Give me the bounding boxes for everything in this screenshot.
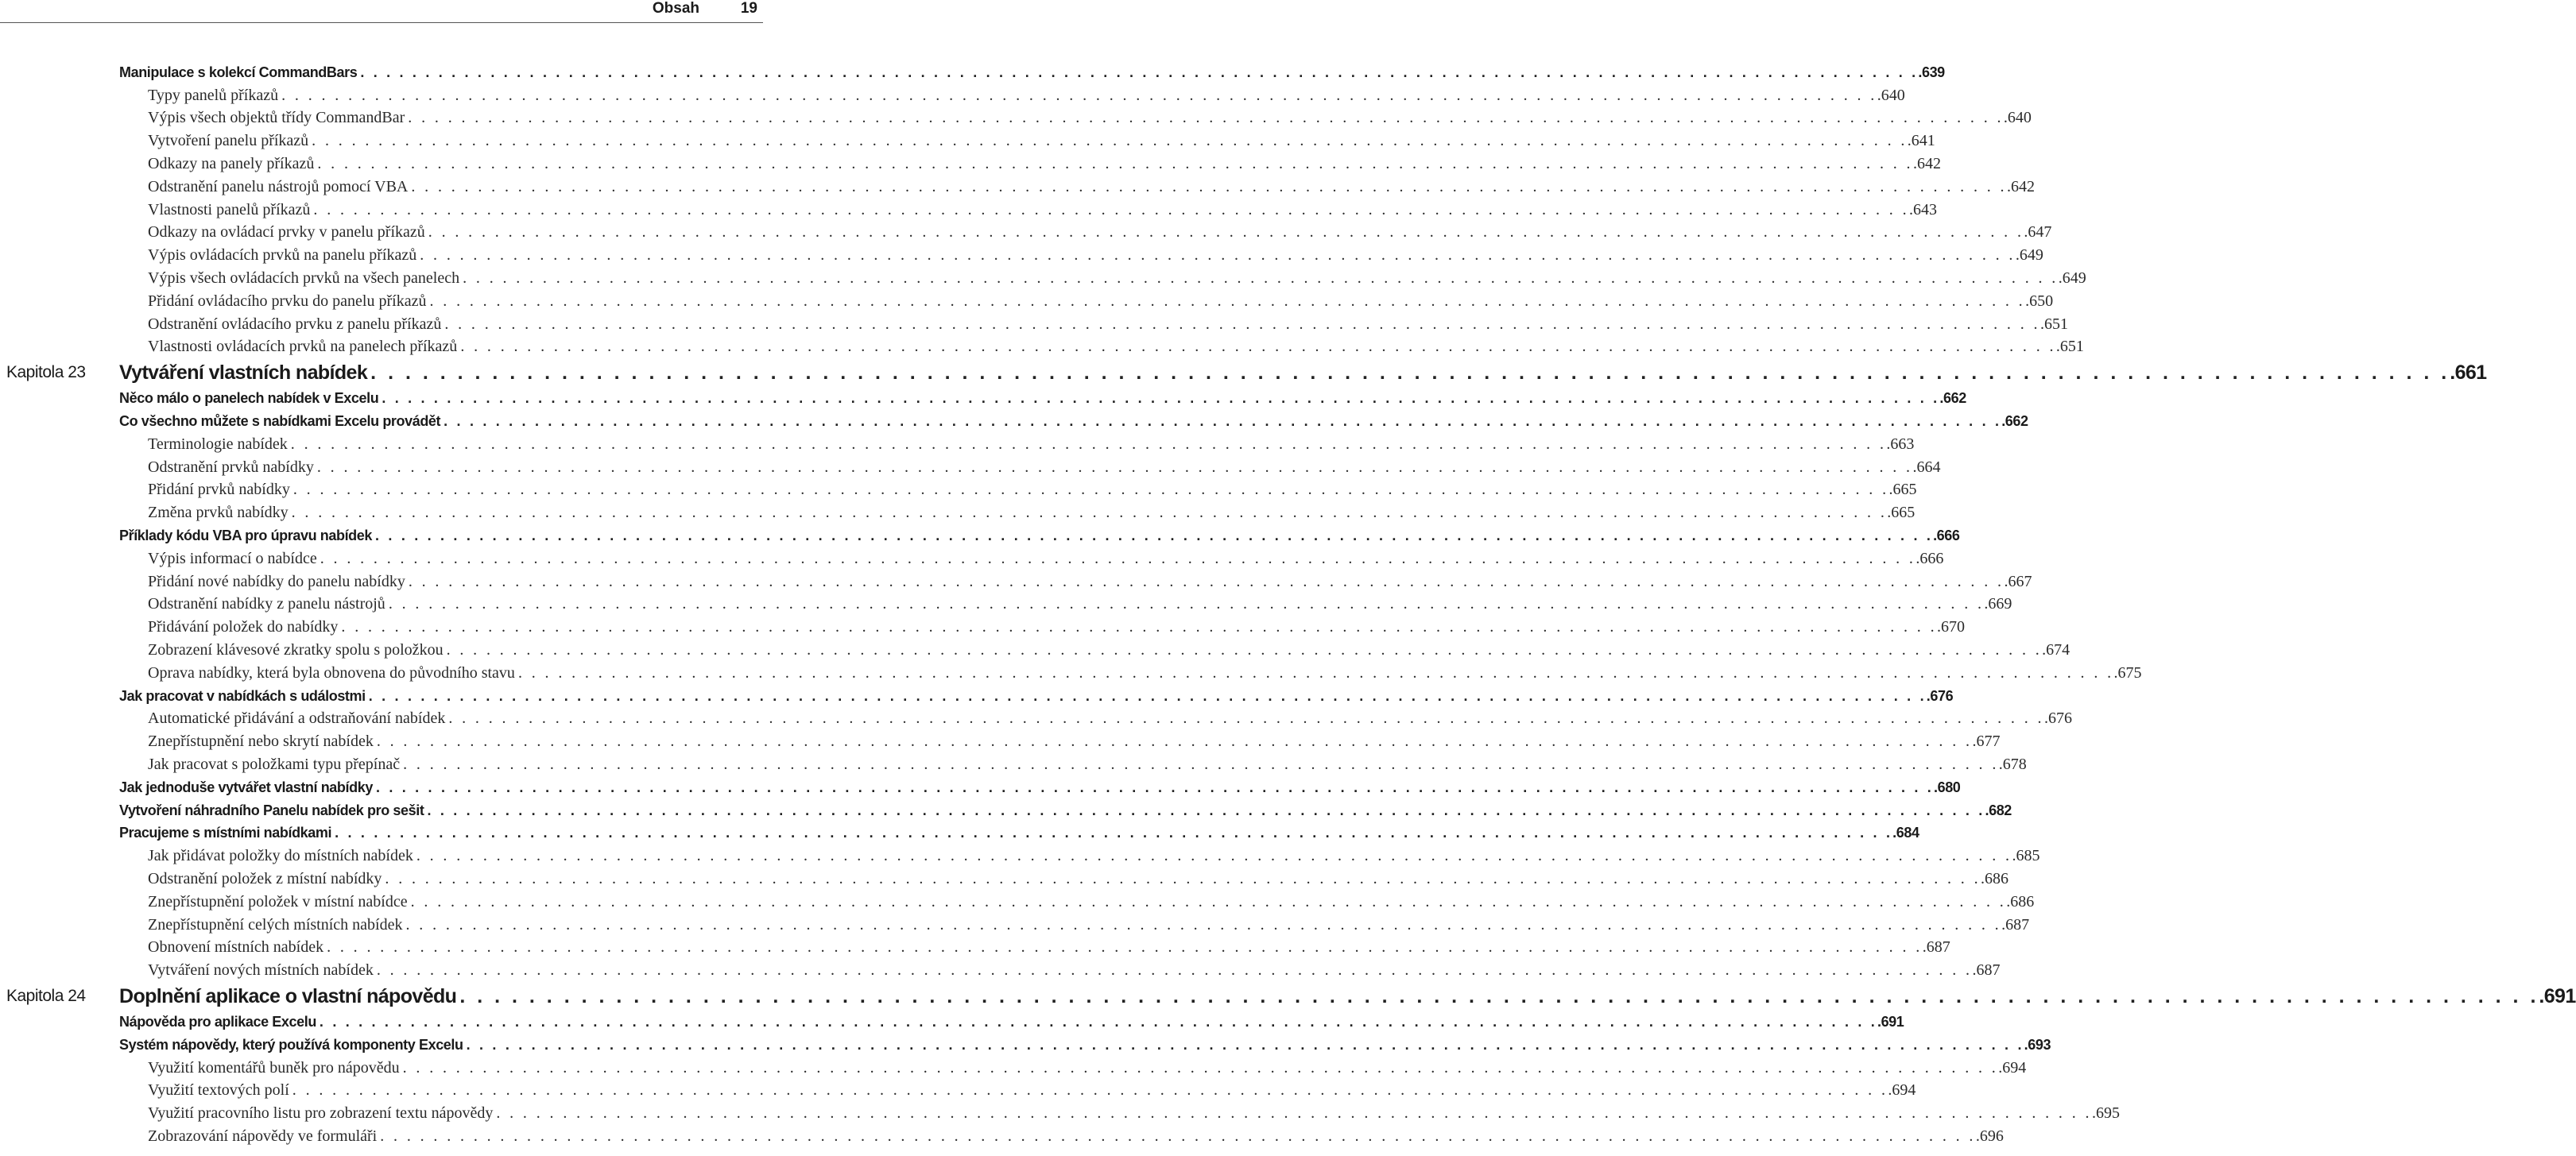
entry-title: Automatické přidávání a odstraňování nabídek [148,709,446,728]
entry-page-number: .651 [2039,315,2068,333]
entry-page-number: .649 [2015,246,2043,265]
toc-subsection-row [0,914,2030,937]
entry-title: Vytváření nových místních nabídek [148,961,374,980]
entry-page-number: .651 [2055,338,2084,356]
toc-subsection-row [0,433,1915,456]
entry-page-number: .649 [2058,269,2086,288]
dot-leader: . . . . . . . . . . . . . . . . . . . . . . . . . . . . . . . . . . . . . . . . . . . . . . . . . . . . . . . . . . . . . . . . . . . . . . . . . . . . . . . . . . . . . . . . . . . . . . . . . . . . . . . . . . . . . . . . . . . . . . . . [388,595,1985,613]
toc-entry [148,177,2035,196]
entry-page-number: .664 [1912,458,1941,476]
entry-page-number: .677 [1972,733,2001,751]
dot-leader: . . . . . . . . . . . . . . . . . . . . . . . . . . . . . . . . . . . . . . . . . . . . . . . . . . . . . . . . . . . . . . . . . . . . . . . . . . . . . . . . . . . . . . . . . . . . . . . . . . . . . . . . . . . . . . . . . . . . . . . . [408,572,2005,590]
toc-subsection-row [0,639,2070,662]
entry-title: Odstranění položek z místní nabídky [148,869,382,887]
entry-title: Výpis ovládacích prvků na panelu příkazů [148,246,417,265]
entry-page-number: .685 [2012,847,2040,865]
dot-leader: . . . . . . . . . . . . . . . . . . . . . . . . . . . . . . . . . . . . . . . . . . . . . . . . . . . . . . . . . . . . . . . . . . . . . . . . . . . . . . . . . . . . . . . . . . . . . . . . . . . . . . . . . . . . . . . . . . . . . . . . [290,435,1887,453]
entry-title: Vlastnosti panelů příkazů [148,200,311,218]
entry-page-number: .678 [1998,756,2027,773]
dot-leader: . . . . . . . . . . . . . . . . . . . . . . . . . . . . . . . . . . . . . . . . . . . . . . . . . . . . . . . . . . . . . . . . . . . . . . . . . . . . . . . . . . . . . . . . . . . . . . . . . . . . . . . . . . . . . . . . . . . . . . . . [327,938,1923,957]
toc-entry [148,1081,1916,1100]
toc-section-row [0,524,1960,547]
dot-leader: . . . . . . . . . . . . . . . . . . . . . . . . . . . . . . . . . . . . . . . . . . . . . . . . . . . . . . . . . . . . . . . . . . . . . . . . . . . . . . . . . . . . . . . . . . . . . . . . . . . . . . . . . . . . . . . . . . . . . . . . [405,915,2002,934]
toc-entry [148,1127,2004,1146]
entry-page-number: .694 [1888,1081,1916,1100]
dot-leader: . . . . . . . . . . . . . . . . . . . . . . . . . . . . . . . . . . . . . . . . . . . . . . . . . . . . . . . . . . . . . . . . . . . . . . . . . . . . . . . . . . . . . . . . . . . . . . . . . . . . . . . . . . . . . . . . . . . . . . . . [292,1081,1888,1100]
entry-page-number: .694 [1998,1058,2027,1077]
toc-chapter-row [0,982,2576,1011]
toc-entry [148,458,1941,477]
entry-title: Změna prvků nabídky [148,504,289,522]
toc-subsection-row [0,662,2142,685]
toc-entry [148,709,2072,728]
entry-page-number: .691 [1877,1013,1904,1030]
toc-subsection-row [0,501,1916,524]
dot-leader: . . . . . . . . . . . . . . . . . . . . . . . . . . . . . . . . . . . . . . . . . . . . . . . . . . . . . . . . . . . . . . . . . . . . . . . . . . . . . . . . . . . . . . . . . . . . . . . . . . . . . . . . . . . . . . . . . . . . . . . . [408,109,2004,127]
entry-page-number: .680 [1933,779,1961,795]
entry-page-number: .650 [2025,292,2054,310]
toc-entry [119,802,2012,819]
entry-title: Odkazy na panely příkazů [148,155,315,173]
toc-entry [148,109,2032,127]
toc-subsection-row [0,336,2084,359]
entry-page-number: .642 [1912,155,1941,173]
dot-leader: . . . . . . . . . . . . . . . . . . . . . . . . . . . . . . . . . . . . . . . . . . . . . . . . . . . . . . . . . . . . . . . . . . . . . . . . . . . . . . . . . . . . . . . . . . . . . . . . . . . . . . . . . . . . . . . . . . . . . . . . [411,177,2007,195]
toc-section-row [0,387,1966,410]
dot-leader: . . . . . . . . . . . . . . . . . . . . . . . . . . . . . . . . . . . . . . . . . . . . . . . . . . . . . . . . . . . . . . . . . . . . . . . . . . . . . . . . . . . . . . . . . . . . . . . . . . . . . . . . . . . . . . . . . . . . . . . . [380,1127,1976,1145]
entry-page-number: .696 [1975,1127,2004,1145]
toc-entry [148,223,2052,242]
toc-subsection-row [0,1102,2120,1125]
toc-subsection-row [0,616,1966,639]
entry-page-number: .666 [1916,549,1944,567]
entry-page-number: .641 [1907,132,1935,150]
dot-leader: . . . . . . . . . . . . . . . . . . . . . . . . . . . . . . . . . . . . . . . . . . . . . . . . . . . . . . . . . . . . . . . . . . . . . . . . . . . . . . . . . . . . . . . . . . . . . . . . . . . . . . . . . . . . . . . . . . . . . . . . [382,390,1940,407]
dot-leader: . . . . . . . . . . . . . . . . . . . . . . . . . . . . . . . . . . . . . . . . . . . . . . . . . . . . . . . . . . . . . . . . . . . . . . . . . . . . . . . . . . . . . . . . . . . . . . . . . . . . . . . . . . . . . . . . . . . . . . . . [460,338,2056,356]
entry-page-number: .669 [1984,595,2012,613]
toc-subsection-row [0,1057,2027,1080]
toc-subsection-row [0,1125,2004,1148]
entry-title: Zobrazení klávesové zkratky spolu s položkou [148,641,444,659]
entry-title: Znepřístupnění celých místních nabídek [148,915,403,934]
dot-leader: . . . . . . . . . . . . . . . . . . . . . . . . . . . . . . . . . . . . . . . . . . . . . . . . . . . . . . . . . . . . . . . . . . . . . . . . . . . . . . . . . . . . . . . . . . . . . . . . . . . . . . . . . . . . . . . . . . . . . . . . [385,869,1981,887]
entry-title: Odstranění ovládacího prvku z panelu příkazů [148,315,442,333]
entry-page-number: .667 [2004,572,2032,590]
entry-page-number: .682 [1985,802,2012,818]
entry-page-number: .695 [2091,1104,2120,1123]
entry-page-number: .642 [2006,177,2035,195]
toc-entry [148,481,1917,499]
toc-subsection-row [0,570,2032,593]
toc-section-row [0,685,1954,708]
entry-title: Vlastnosti ovládacích prvků na panelech příkazů [148,338,458,356]
entry-title: Příklady kódu VBA pro úpravu nabídek [119,528,373,544]
toc-subsection-row [0,130,1935,153]
table-of-contents [0,61,2576,1148]
entry-page-number: .687 [1972,961,2001,980]
toc-subsection-row [0,244,2043,267]
dot-leader: . . . . . . . . . . . . . . . . . . . . . . . . . . . . . . . . . . . . . . . . . . . . . . . . . . . . . . . . . . . . . . . . . . . . . . . . . . . . . . . . . . . . . . . . . . . . . . . . . . . . . . . . . . . . . . . . . . . . . . . . [375,779,1934,795]
toc-entry [148,641,2070,659]
toc-entry [148,961,2001,980]
header-rule [0,22,763,23]
toc-entry [148,847,2040,865]
toc-subsection-row [0,936,1950,959]
toc-entry [119,984,2576,1008]
entry-title: Typy panelů příkazů [148,86,279,104]
entry-page-number: .686 [2006,892,2035,910]
entry-page-number: .665 [1888,481,1917,499]
toc-subsection-row [0,891,2035,914]
toc-section-row [0,822,1919,845]
dot-leader: . . . . . . . . . . . . . . . . . . . . . . . . . . . . . . . . . . . . . . . . . . . . . . . . . . . . . . . . . . . . . . . . . . . . . . . . . . . . . . . . . . . . . . . . . . . . . . . . . . . . . . . . . . . . . . . . . . . . . . . . [368,687,1927,704]
entry-title: Odstranění nabídky z panelu nástrojů [148,595,385,613]
dot-leader: . . . . . . . . . . . . . . . . . . . . . . . . . . . . . . . . . . . . . . . . . . . . . . . . . . . . . . . . . . . . . . . . . . . . . . . . . . . . . . . . . . . . . . . . . . . . . . . . . . . . . . . . . . . . . . . . . . . . . . . . [416,847,2012,865]
dot-leader: . . . . . . . . . . . . . . . . . . . . . . . . . . . . . . . . . . . . . . . . . . . . . . . . . . . . . . . . . . . . . . . . . . . . . . . . . . . . . . . . . . . . . . . . . . . . . . . . . . . . . . . . . . . . . . . . . . . . . . . . [496,1104,2092,1123]
entry-title: Využití pracovního listu pro zobrazení textu nápovědy [148,1104,494,1123]
dot-leader: . . . . . . . . . . . . . . . . . . . . . . . . . . . . . . . . . . . . . . . . . . . . . . . . . . . . . . . . . . . . . . . . . . . . . . . . . . . . . . . . . . . . . . . . . . . . . . . . . . . . . . . . . . . . . . . . . . . . . . . . [320,549,1916,567]
entry-title: Doplnění aplikace o vlastní nápovědu [119,984,457,1007]
toc-section-row [0,410,2028,433]
entry-title: Manipulace s kolekcí CommandBars [119,64,358,80]
dot-leader: . . . . . . . . . . . . . . . . . . . . . . . . . . . . . . . . . . . . . . . . . . . . . . . . . . . . . . . . . . . . . . . . . . . . . . . . . . . . . . . . . . . . . . . . . . . . . . . . . . . . . . . . . . . . . . . . . . . . . . . . [370,361,2450,384]
entry-title: Výpis všech ovládacích prvků na všech panelech [148,269,460,288]
toc-subsection-row [0,290,2054,313]
toc-subsection-row [0,593,2012,617]
dot-leader: . . . . . . . . . . . . . . . . . . . . . . . . . . . . . . . . . . . . . . . . . . . . . . . . . . . . . . . . . . . . . . . . . . . . . . . . . . . . . . . . . . . . . . . . . . . . . . . . . . . . . . . . . . . . . . . . . . . . . . . . [313,200,1910,218]
entry-title: Nápověda pro aplikace Excelu [119,1013,316,1030]
entry-page-number: .691 [2539,984,2576,1007]
entry-page-number: .639 [1918,64,1945,80]
dot-leader: . . . . . . . . . . . . . . . . . . . . . . . . . . . . . . . . . . . . . . . . . . . . . . . . . . . . . . . . . . . . . . . . . . . . . . . . . . . . . . . . . . . . . . . . . . . . . . . . . . . . . . . . . . . . . . . . . . . . . . . . [427,802,1985,818]
entry-title: Vytváření vlastních nabídek [119,361,368,384]
entry-page-number: .674 [2042,641,2070,659]
entry-title: Odstranění prvků nabídky [148,458,314,476]
entry-title: Jak jednoduše vytvářet vlastní nabídky [119,779,373,795]
entry-title: Využití textových polí [148,1081,289,1100]
toc-entry [148,595,2012,613]
dot-leader: . . . . . . . . . . . . . . . . . . . . . . . . . . . . . . . . . . . . . . . . . . . . . . . . . . . . . . . . . . . . . . . . . . . . . . . . . . . . . . . . . . . . . . . . . . . . . . . . . . . . . . . . . . . . . . . . . . . . . . . . [360,64,1919,80]
toc-subsection-row [0,267,2086,290]
toc-section-row [0,1034,2051,1057]
dot-leader: . . . . . . . . . . . . . . . . . . . . . . . . . . . . . . . . . . . . . . . . . . . . . . . . . . . . . . . . . . . . . . . . . . . . . . . . . . . . . . . . . . . . . . . . . . . . . . . . . . . . . . . . . . . . . . . . . . . . . . . . [317,155,1913,173]
header-page-number: 19 [740,0,757,17]
dot-leader: . . . . . . . . . . . . . . . . . . . . . . . . . . . . . . . . . . . . . . . . . . . . . . . . . . . . . . . . . . . . . . . . . . . . . . . . . . . . . . . . . . . . . . . . . . . . . . . . . . . . . . . . . . . . . . . . . . . . . . . . [517,663,2114,682]
entry-title: Systém nápovědy, který používá komponenty Excelu [119,1036,463,1053]
dot-leader: . . . . . . . . . . . . . . . . . . . . . . . . . . . . . . . . . . . . . . . . . . . . . . . . . . . . . . . . . . . . . . . . . . . . . . . . . . . . . . . . . . . . . . . . . . . . . . . . . . . . . . . . . . . . . . . . . . . . . . . . [403,756,1999,773]
entry-page-number: .675 [2113,663,2142,682]
entry-page-number: .686 [1981,869,2009,887]
toc-entry [148,86,1905,105]
toc-entry [119,528,1960,544]
dot-leader: . . . . . . . . . . . . . . . . . . . . . . . . . . . . . . . . . . . . . . . . . . . . . . . . . . . . . . . . . . . . . . . . . . . . . . . . . . . . . . . . . . . . . . . . . . . . . . . . . . . . . . . . . . . . . . . . . . . . . . . . [316,458,1913,476]
toc-entry [148,756,2027,774]
dot-leader: . . . . . . . . . . . . . . . . . . . . . . . . . . . . . . . . . . . . . . . . . . . . . . . . . . . . . . . . . . . . . . . . . . . . . . . . . . . . . . . . . . . . . . . . . . . . . . . . . . . . . . . . . . . . . . . . . . . . . . . . [376,733,1973,751]
toc-entry [148,200,1938,219]
toc-subsection-row [0,547,1944,570]
toc-subsection-row [0,753,2027,776]
dot-leader: . . . . . . . . . . . . . . . . . . . . . . . . . . . . . . . . . . . . . . . . . . . . . . . . . . . . . . . . . . . . . . . . . . . . . . . . . . . . . . . . . . . . . . . . . . . . . . . . . . . . . . . . . . . . . . . . . . . . . . . . [444,315,2040,333]
toc-subsection-row [0,708,2072,731]
entry-title: Přidání nové nabídky do panelu nabídky [148,572,405,590]
toc-entry [148,1058,2027,1077]
toc-entry [148,504,1916,522]
dot-leader: . . . . . . . . . . . . . . . . . . . . . . . . . . . . . . . . . . . . . . . . . . . . . . . . . . . . . . . . . . . . . . . . . . . . . . . . . . . . . . . . . . . . . . . . . . . . . . . . . . . . . . . . . . . . . . . . . . . . . . . . [402,1058,1999,1077]
entry-page-number: .676 [1926,687,1954,704]
toc-entry [119,64,1945,81]
toc-entry [119,687,1954,705]
entry-title: Zobrazování nápovědy ve formuláři [148,1127,378,1145]
entry-page-number: .640 [2003,109,2032,127]
toc-section-row [0,61,1945,84]
dot-leader: . . . . . . . . . . . . . . . . . . . . . . . . . . . . . . . . . . . . . . . . . . . . . . . . . . . . . . . . . . . . . . . . . . . . . . . . . . . . . . . . . . . . . . . . . . . . . . . . . . . . . . . . . . . . . . . . . . . . . . . . [291,504,1888,522]
toc-entry [119,390,1966,407]
toc-entry [148,733,2001,751]
dot-leader: . . . . . . . . . . . . . . . . . . . . . . . . . . . . . . . . . . . . . . . . . . . . . . . . . . . . . . . . . . . . . . . . . . . . . . . . . . . . . . . . . . . . . . . . . . . . . . . . . . . . . . . . . . . . . . . . . . . . . . . . [281,86,1877,104]
toc-subsection-row [0,199,1938,222]
dot-leader: . . . . . . . . . . . . . . . . . . . . . . . . . . . . . . . . . . . . . . . . . . . . . . . . . . . . . . . . . . . . . . . . . . . . . . . . . . . . . . . . . . . . . . . . . . . . . . . . . . . . . . . . . . . . . . . . . . . . . . . . [420,246,2016,265]
toc-entry [148,155,1941,173]
toc-entry [148,338,2084,356]
entry-title: Co všechno můžete s nabídkami Excelu provádět [119,413,441,430]
entry-page-number: .665 [1887,504,1916,522]
toc-entry [148,1104,2120,1123]
entry-page-number: .687 [2001,915,2030,934]
entry-title: Odkazy na ovládací prvky v panelu příkazů [148,223,425,242]
dot-leader: . . . . . . . . . . . . . . . . . . . . . . . . . . . . . . . . . . . . . . . . . . . . . . . . . . . . . . . . . . . . . . . . . . . . . . . . . . . . . . . . . . . . . . . . . . . . . . . . . . . . . . . . . . . . . . . . . . . . . . . . [292,481,1889,499]
entry-title: Terminologie nabídek [148,435,288,453]
dot-leader: . . . . . . . . . . . . . . . . . . . . . . . . . . . . . . . . . . . . . . . . . . . . . . . . . . . . . . . . . . . . . . . . . . . . . . . . . . . . . . . . . . . . . . . . . . . . . . . . . . . . . . . . . . . . . . . . . . . . . . . . [448,709,2044,728]
toc-entry [119,1036,2051,1054]
entry-title: Výpis všech objektů třídy CommandBar [148,109,405,127]
toc-entry [148,435,1915,454]
entry-page-number: .676 [2043,709,2072,728]
toc-entry [148,315,2068,334]
entry-page-number: .693 [2024,1036,2051,1053]
entry-page-number: .643 [1909,200,1938,218]
toc-subsection-row [0,868,2009,891]
entry-title: Jak přidávat položky do místních nabídek [148,847,413,865]
entry-title: Vytvoření panelu příkazů [148,132,309,150]
toc-subsection-row [0,845,2040,868]
toc-subsection-row [0,107,2032,130]
entry-title: Vytvoření náhradního Panelu nabídek pro sešit [119,802,424,818]
toc-entry [119,825,1919,841]
entry-page-number: .640 [1877,86,1905,104]
toc-subsection-row [0,313,2068,336]
toc-entry [119,1013,1904,1030]
entry-page-number: .662 [1939,390,1966,407]
entry-title: Znepřístupnění nebo skrytí nabídek [148,733,374,751]
toc-entry [148,869,2009,888]
entry-title: Využití komentářů buněk pro nápovědu [148,1058,400,1077]
toc-subsection-row [0,84,1905,107]
toc-section-row [0,799,2012,822]
entry-title: Pracujeme s místními nabídkami [119,825,332,841]
toc-entry [148,572,2032,591]
entry-title: Oprava nabídky, která byla obnovena do původního stavu [148,663,515,682]
chapter-label: Kapitola 23 [6,363,86,382]
toc-subsection-row [0,479,1917,502]
toc-entry [148,663,2142,682]
entry-title: Jak pracovat v nabídkách s událostmi [119,687,366,704]
toc-subsection-row [0,456,1941,479]
entry-page-number: .663 [1886,435,1915,453]
toc-entry [119,413,2028,430]
entry-title: Přidání ovládacího prvku do panelu příkazů [148,292,427,310]
toc-entry [148,549,1944,568]
dot-leader: . . . . . . . . . . . . . . . . . . . . . . . . . . . . . . . . . . . . . . . . . . . . . . . . . . . . . . . . . . . . . . . . . . . . . . . . . . . . . . . . . . . . . . . . . . . . . . . . . . . . . . . . . . . . . . . . . . . . . . . . [410,892,2007,910]
chapter-label: Kapitola 24 [6,987,86,1006]
entry-title: Znepřístupnění položek v místní nabídce [148,892,408,910]
toc-section-row [0,776,1961,799]
dot-leader: . . . . . . . . . . . . . . . . . . . . . . . . . . . . . . . . . . . . . . . . . . . . . . . . . . . . . . . . . . . . . . . . . . . . . . . . . . . . . . . . . . . . . . . . . . . . . . . . . . . . . . . . . . . . . . . . . . . . . . . . [341,618,1938,636]
dot-leader: . . . . . . . . . . . . . . . . . . . . . . . . . . . . . . . . . . . . . . . . . . . . . . . . . . . . . . . . . . . . . . . . . . . . . . . . . . . . . . . . . . . . . . . . . . . . . . . . . . . . . . . . . . . . . . . . . . . . . . . . [446,641,2043,659]
toc-entry [119,361,2487,385]
dot-leader: . . . . . . . . . . . . . . . . . . . . . . . . . . . . . . . . . . . . . . . . . . . . . . . . . . . . . . . . . . . . . . . . . . . . . . . . . . . . . . . . . . . . . . . . . . . . . . . . . . . . . . . . . . . . . . . . . . . . . . . . [463,269,2059,288]
entry-title: Přidávání položek do nabídky [148,618,339,636]
toc-entry [148,292,2054,311]
entry-page-number: .647 [2024,223,2052,242]
dot-leader: . . . . . . . . . . . . . . . . . . . . . . . . . . . . . . . . . . . . . . . . . . . . . . . . . . . . . . . . . . . . . . . . . . . . . . . . . . . . . . . . . . . . . . . . . . . . . . . . . . . . . . . . . . . . . . . . . . . . . . . . [444,413,2002,430]
dot-leader: . . . . . . . . . . . . . . . . . . . . . . . . . . . . . . . . . . . . . . . . . . . . . . . . . . . . . . . . . . . . . . . . . . . . . . . . . . . . . . . . . . . . . . . . . . . . . . . . . . . . . . . . . . . . . . . . . . . . . . . . [466,1036,2024,1053]
dot-leader: . . . . . . . . . . . . . . . . . . . . . . . . . . . . . . . . . . . . . . . . . . . . . . . . . . . . . . . . . . . . . . . . . . . . . . . . . . . . . . . . . . . . . . . . . . . . . . . . . . . . . . . . . . . . . . . . . . . . . . . . [319,1013,1877,1030]
entry-title: Jak pracovat s položkami typu přepínač [148,756,401,773]
entry-title: Obnovení místních nabídek [148,938,324,957]
toc-entry [148,938,1950,957]
dot-leader: . . . . . . . . . . . . . . . . . . . . . . . . . . . . . . . . . . . . . . . . . . . . . . . . . . . . . . . . . . . . . . . . . . . . . . . . . . . . . . . . . . . . . . . . . . . . . . . . . . . . . . . . . . . . . . . . . . . . . . . . [429,292,2026,310]
toc-entry [148,618,1966,636]
dot-leader: . . . . . . . . . . . . . . . . . . . . . . . . . . . . . . . . . . . . . . . . . . . . . . . . . . . . . . . . . . . . . . . . . . . . . . . . . . . . . . . . . . . . . . . . . . . . . . . . . . . . . . . . . . . . . . . . . . . . . . . . [335,825,1893,841]
dot-leader: . . . . . . . . . . . . . . . . . . . . . . . . . . . . . . . . . . . . . . . . . . . . . . . . . . . . . . . . . . . . . . . . . . . . . . . . . . . . . . . . . . . . . . . . . . . . . . . . . . . . . . . . . . . . . . . . . . . . . . . . [376,961,1973,980]
toc-subsection-row [0,153,1941,176]
page-header [0,0,763,22]
entry-page-number: .670 [1937,618,1966,636]
toc-entry [148,892,2035,911]
toc-entry [148,269,2086,288]
toc-entry [148,915,2030,934]
entry-page-number: .684 [1892,825,1919,841]
toc-entry [148,246,2043,265]
toc-entry [148,132,1935,150]
entry-title: Výpis informací o nabídce [148,549,317,567]
dot-leader: . . . . . . . . . . . . . . . . . . . . . . . . . . . . . . . . . . . . . . . . . . . . . . . . . . . . . . . . . . . . . . . . . . . . . . . . . . . . . . . . . . . . . . . . . . . . . . . . . . . . . . . . . . . . . . . . . . . . . . . . [375,528,1934,544]
dot-leader: . . . . . . . . . . . . . . . . . . . . . . . . . . . . . . . . . . . . . . . . . . . . . . . . . . . . . . . . . . . . . . . . . . . . . . . . . . . . . . . . . . . . . . . . . . . . . . . . . . . . . . . . . . . . . . . . . . . . . . . . [312,132,1908,150]
toc-subsection-row [0,176,2035,199]
entry-title: Přidání prvků nabídky [148,481,290,499]
entry-title: Odstranění panelu nástrojů pomocí VBA [148,177,409,195]
entry-page-number: .662 [2001,413,2028,430]
entry-page-number: .687 [1922,938,1950,957]
entry-page-number: .666 [1933,528,1960,544]
toc-entry [119,779,1961,796]
toc-subsection-row [0,1079,1916,1102]
toc-subsection-row [0,222,2052,245]
entry-title: Něco málo o panelech nabídek v Excelu [119,390,379,407]
toc-subsection-row [0,730,2001,753]
dot-leader: . . . . . . . . . . . . . . . . . . . . . . . . . . . . . . . . . . . . . . . . . . . . . . . . . . . . . . . . . . . . . . . . . . . . . . . . . . . . . . . . . . . . . . . . . . . . . . . . . . . . . . . . . . . . . . . . . . . . . . . . [459,984,2539,1007]
toc-chapter-row [0,358,2487,387]
dot-leader: . . . . . . . . . . . . . . . . . . . . . . . . . . . . . . . . . . . . . . . . . . . . . . . . . . . . . . . . . . . . . . . . . . . . . . . . . . . . . . . . . . . . . . . . . . . . . . . . . . . . . . . . . . . . . . . . . . . . . . . . [428,223,2024,242]
toc-subsection-row [0,959,2001,982]
header-section-title: Obsah [652,0,699,17]
entry-page-number: .661 [2450,361,2487,384]
toc-section-row [0,1011,1904,1034]
